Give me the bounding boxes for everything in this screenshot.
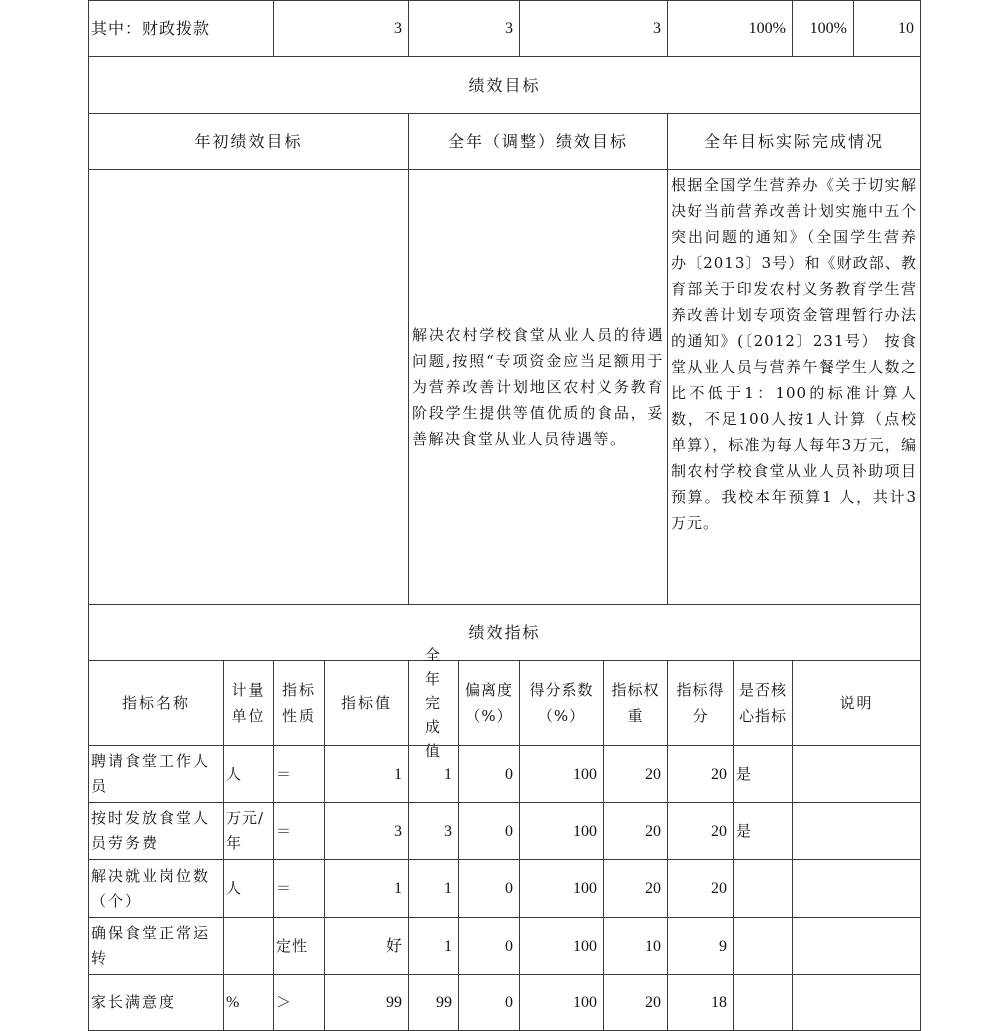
- indicators-section-title: 绩效指标: [88, 604, 921, 661]
- funding-rate-1: 100%: [667, 0, 793, 57]
- goals-col-adjusted: 全年（调整）绩效目标: [408, 113, 668, 170]
- header-unit: 计量单位: [223, 660, 274, 746]
- funding-rate-2: 100%: [792, 0, 854, 57]
- indicator-name-cell: 确保食堂正常运转: [88, 917, 224, 975]
- indicator-nature-cell: 定性: [273, 917, 325, 975]
- goals-adjusted-text: 解决农村学校食堂从业人员的待遇问题,按照“专项资金应当足额用于为营养改善计划地区农村义务教育阶段学生提供等值优质的食品，妥善解决食堂从业人员待遇等。: [408, 169, 668, 605]
- indicator-deviation-cell: 0: [458, 745, 520, 803]
- funding-score: 10: [853, 0, 921, 57]
- indicator-deviation-cell: 0: [458, 974, 520, 1031]
- header-weight: 指标权重: [603, 660, 668, 746]
- indicator-coef-cell: 100: [519, 917, 604, 975]
- indicator-score-cell: 20: [667, 859, 734, 918]
- goals-col-actual: 全年目标实际完成情况: [667, 113, 921, 170]
- indicator-note-cell: [792, 974, 921, 1031]
- indicator-deviation-cell: 0: [458, 859, 520, 918]
- indicator-weight-cell: 20: [603, 745, 668, 803]
- indicator-score-cell: 20: [667, 802, 734, 860]
- indicator-unit-cell: %: [223, 974, 274, 1031]
- indicator-value-cell: 好: [324, 917, 409, 975]
- goals-actual-text: 根据全国学生营养办《关于切实解决好当前营养改善计划实施中五个突出问题的通知》（全国学生营养办〔2013〕3号）和《财政部、教育部关于印发农村义务教育学生营养改善计划专项资金管理暂行办法的通知》(〔2012〕231号） 按食堂从业人员与营养午餐学生人数之比不低于1：100的标准计算人数，不足100人按1人计算（点校单算），标准为每人每年3万元，编制农村学校食堂从业人员补助项目预算。我校本年预算1 人，共计3万元。: [667, 169, 921, 605]
- indicator-value-cell: 1: [324, 859, 409, 918]
- indicator-completed-cell: 3: [408, 802, 459, 860]
- header-deviation: 偏离度（%）: [458, 660, 520, 746]
- header-completed: 全年完成值: [408, 660, 459, 746]
- indicator-core-cell: [733, 974, 793, 1031]
- indicator-coef-cell: 100: [519, 859, 604, 918]
- funding-label: 其中：财政拨款: [88, 0, 274, 57]
- indicator-value-cell: 99: [324, 974, 409, 1031]
- indicator-note-cell: [792, 802, 921, 860]
- indicator-unit-cell: 万元/年: [223, 802, 274, 860]
- indicator-score-cell: 18: [667, 974, 734, 1031]
- indicator-unit-cell: [223, 917, 274, 975]
- indicator-core-cell: [733, 859, 793, 918]
- indicator-nature-cell: ＝: [273, 802, 325, 860]
- indicator-name-cell: 按时发放食堂人员劳务费: [88, 802, 224, 860]
- header-score: 指标得分: [667, 660, 734, 746]
- indicator-note-cell: [792, 917, 921, 975]
- indicator-completed-cell: 1: [408, 859, 459, 918]
- header-value: 指标值: [324, 660, 409, 746]
- indicator-deviation-cell: 0: [458, 802, 520, 860]
- indicator-unit-cell: 人: [223, 859, 274, 918]
- goals-initial-text: [88, 169, 409, 605]
- indicator-score-cell: 20: [667, 745, 734, 803]
- indicator-weight-cell: 20: [603, 802, 668, 860]
- indicator-weight-cell: 20: [603, 859, 668, 918]
- indicator-coef-cell: 100: [519, 974, 604, 1031]
- indicator-nature-cell: ＝: [273, 859, 325, 918]
- indicator-completed-cell: 1: [408, 917, 459, 975]
- header-coef: 得分系数（%）: [519, 660, 604, 746]
- indicator-note-cell: [792, 859, 921, 918]
- indicator-coef-cell: 100: [519, 745, 604, 803]
- indicator-coef-cell: 100: [519, 802, 604, 860]
- indicator-core-cell: [733, 917, 793, 975]
- indicator-nature-cell: ＝: [273, 745, 325, 803]
- indicator-name-cell: 解决就业岗位数（个）: [88, 859, 224, 918]
- indicator-name-cell: 家长满意度: [88, 974, 224, 1031]
- goals-col-initial: 年初绩效目标: [88, 113, 409, 170]
- header-nature: 指标性质: [273, 660, 325, 746]
- goals-section-title: 绩效目标: [88, 56, 921, 114]
- header-name: 指标名称: [88, 660, 224, 746]
- funding-value-1: 3: [273, 0, 409, 57]
- indicator-weight-cell: 20: [603, 974, 668, 1031]
- indicator-nature-cell: ＞: [273, 974, 325, 1031]
- indicator-value-cell: 1: [324, 745, 409, 803]
- indicator-weight-cell: 10: [603, 917, 668, 975]
- indicator-value-cell: 3: [324, 802, 409, 860]
- indicator-deviation-cell: 0: [458, 917, 520, 975]
- indicator-unit-cell: 人: [223, 745, 274, 803]
- header-core: 是否核心指标: [733, 660, 793, 746]
- indicator-completed-cell: 99: [408, 974, 459, 1031]
- funding-value-3: 3: [519, 0, 668, 57]
- indicator-core-cell: 是: [733, 745, 793, 803]
- indicator-completed-cell: 1: [408, 745, 459, 803]
- indicator-name-cell: 聘请食堂工作人员: [88, 745, 224, 803]
- indicator-score-cell: 9: [667, 917, 734, 975]
- funding-value-2: 3: [408, 0, 520, 57]
- indicator-note-cell: [792, 745, 921, 803]
- header-note: 说明: [792, 660, 921, 746]
- indicator-core-cell: 是: [733, 802, 793, 860]
